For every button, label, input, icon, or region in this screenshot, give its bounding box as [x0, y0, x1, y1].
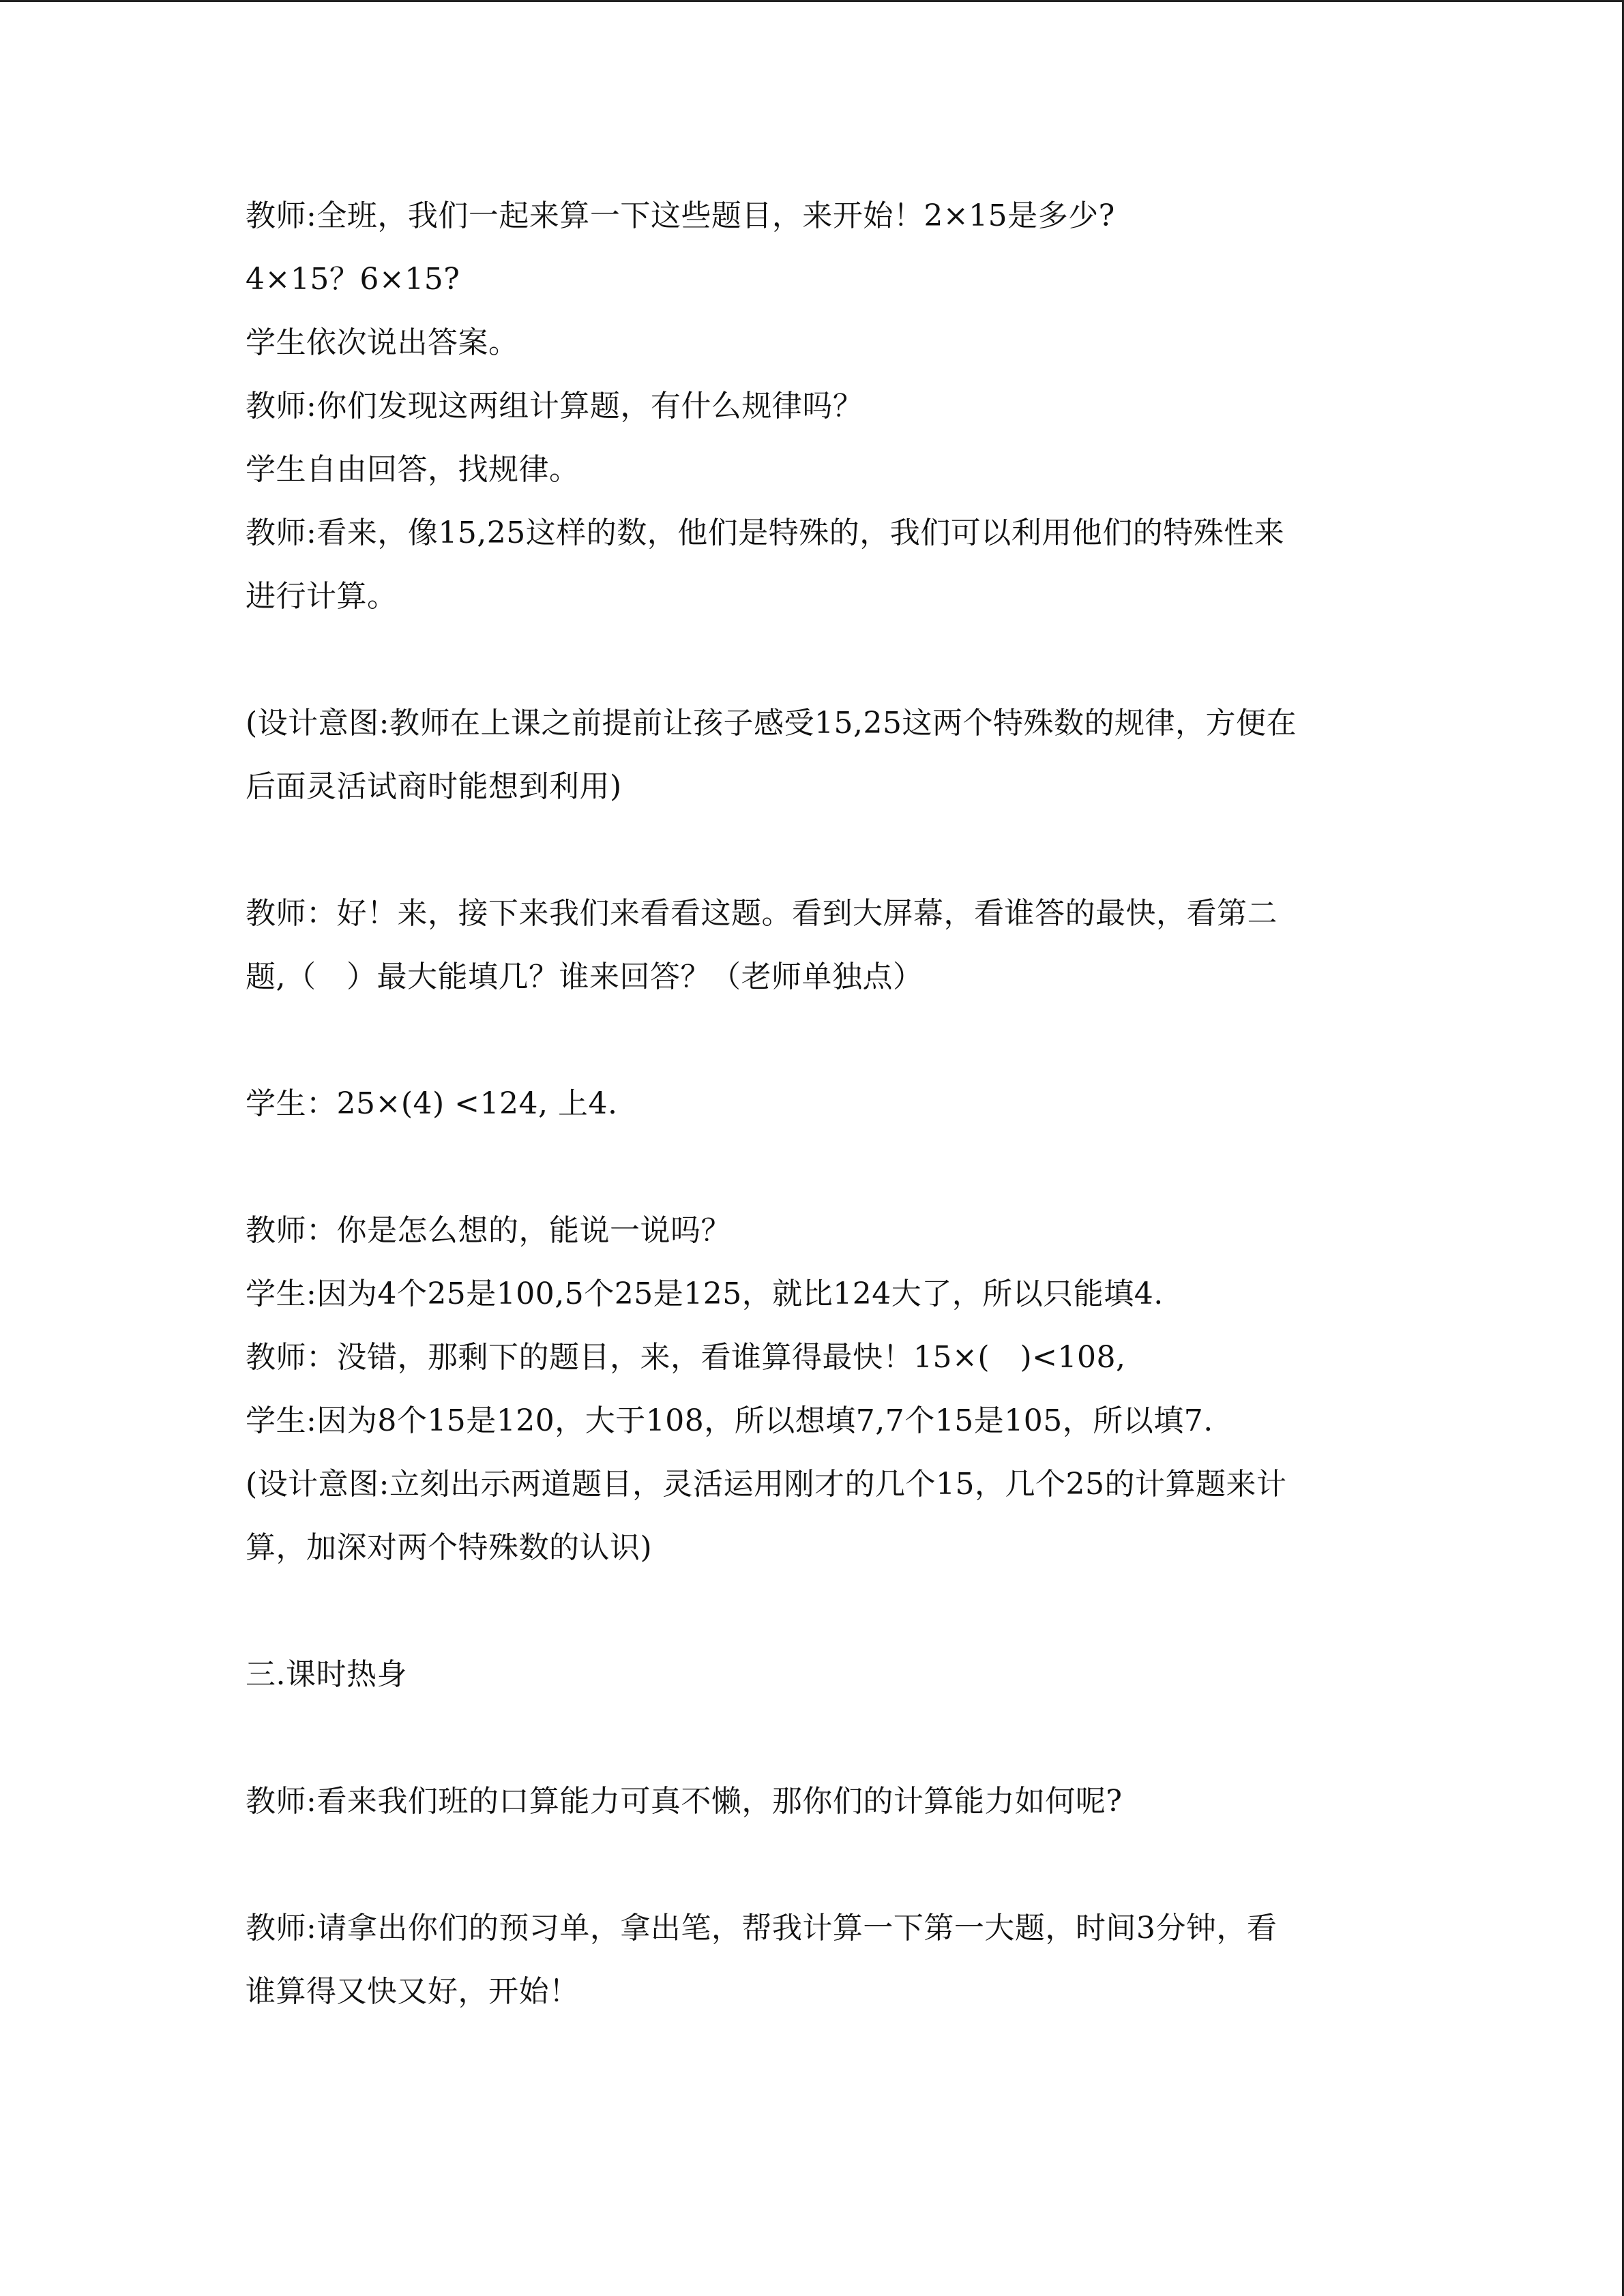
text-line: 教师：好！来，接下来我们来看看这题。看到大屏幕，看谁答的最快，看第二	[246, 896, 1278, 931]
text-line: (设计意图:立刻出示两道题目，灵活运用刚才的几个15，几个25的计算题来计	[246, 1467, 1287, 1502]
text-line: 教师:看来我们班的口算能力可真不懒，那你们的计算能力如何呢?	[246, 1784, 1123, 1819]
text-line: 教师:全班，我们一起来算一下这些题目，来开始！2×15是多少?	[246, 198, 1115, 233]
paragraph-gap	[246, 1706, 1405, 1770]
section-heading: 三.课时热身	[246, 1657, 407, 1692]
page-border-top	[0, 0, 1624, 2]
paragraph-gap	[246, 1009, 1405, 1072]
text-line: 学生:因为4个25是100,5个25是125，就比124大了，所以只能填4.	[246, 1277, 1164, 1311]
text-line: 教师：没错，那剩下的题目，来，看谁算得最快！15×( )<108,	[246, 1340, 1126, 1375]
text-line: 谁算得又快又好，开始！	[246, 1974, 580, 2009]
text-line: 进行计算。	[246, 579, 398, 614]
paragraph-gap	[246, 1833, 1405, 1896]
text-line: 后面灵活试商时能想到利用)	[246, 769, 622, 804]
document-body	[246, 184, 1405, 2023]
paragraph-gap	[246, 628, 1405, 691]
text-line: 算，加深对两个特殊数的认识)	[246, 1530, 653, 1565]
text-line: 教师:请拿出你们的预习单，拿出笔，帮我计算一下第一大题，时间3分钟，看	[246, 1911, 1278, 1945]
text-line: 学生：25×(4) <124, 上4.	[246, 1086, 618, 1121]
text-line: 教师:看来，像15,25这样的数，他们是特殊的，我们可以利用他们的特殊性来	[246, 516, 1285, 550]
paragraph-gap	[246, 1135, 1405, 1199]
text-line: 学生:因为8个15是120，大于108，所以想填7,7个15是105，所以填7.	[246, 1403, 1213, 1438]
paragraph-gap	[246, 818, 1405, 882]
text-line: 题,（ ）最大能填几？谁来回答？（老师单独点）	[246, 959, 924, 994]
text-line: 学生自由回答，找规律。	[246, 452, 580, 487]
text-line: 学生依次说出答案。	[246, 325, 519, 360]
text-line: 教师：你是怎么想的，能说一说吗？	[246, 1213, 731, 1248]
text-line: 教师:你们发现这两组计算题，有什么规律吗？	[246, 389, 863, 423]
text-line: (设计意图:教师在上课之前提前让孩子感受15,25这两个特殊数的规律，方便在	[246, 706, 1297, 741]
text-line: 4×15？6×15?	[246, 262, 460, 297]
paragraph-gap	[246, 1579, 1405, 1643]
